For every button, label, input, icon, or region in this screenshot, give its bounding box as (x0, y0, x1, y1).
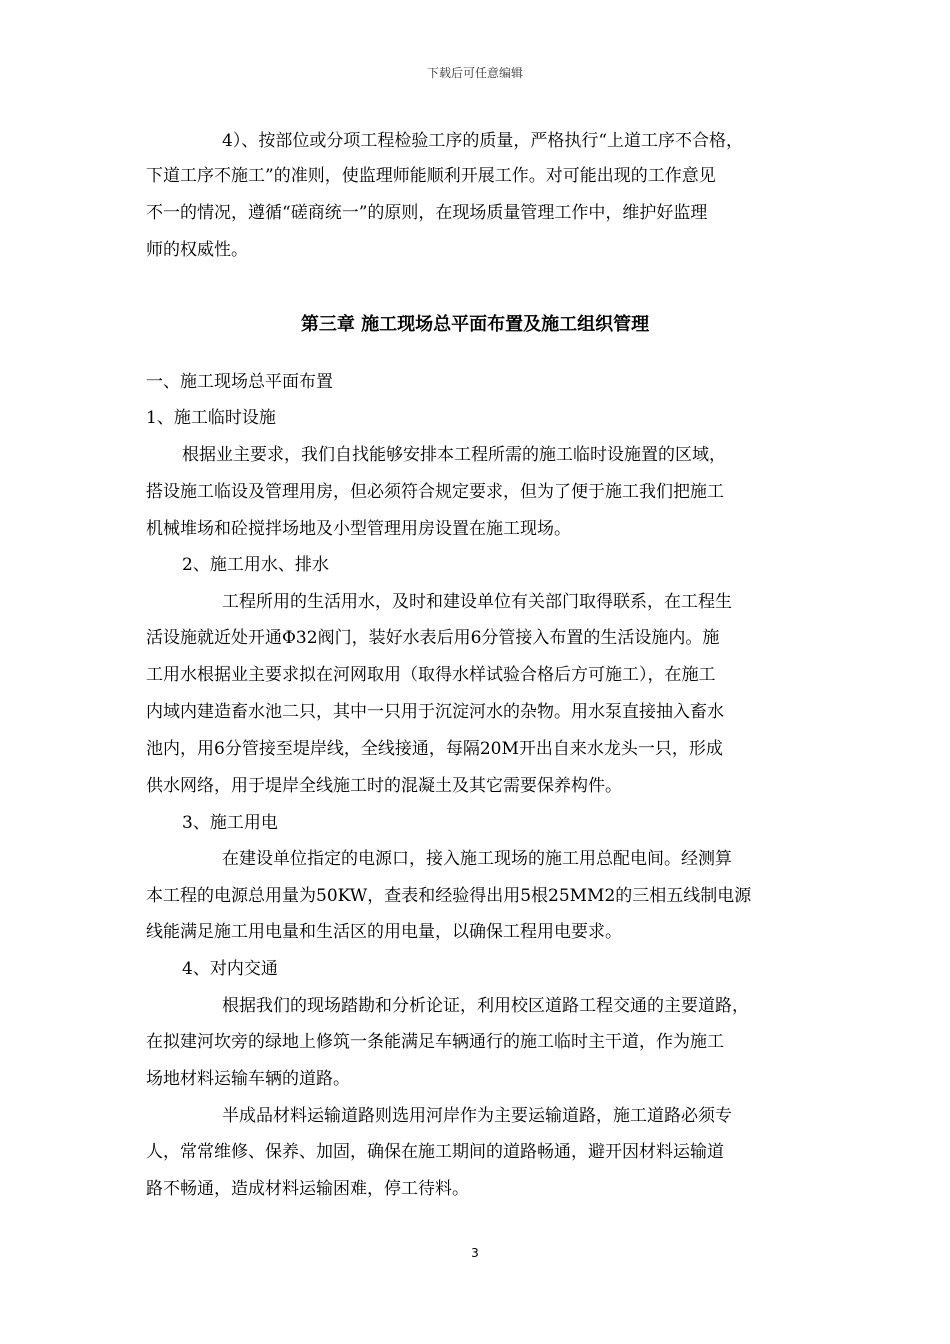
paragraph-line: 半成品材料运输道路则选用河岸作为主要运输道路，施工道路必须专 (222, 1106, 732, 1126)
paragraph-line: 工用水根据业主要求拟在河网取用（取得水样试验合格后方可施工），在施工 (146, 665, 716, 685)
paragraph-line: 路不畅通，造成材料运输困难，停工待料。 (146, 1179, 469, 1199)
paragraph-line: 场地材料运输车辆的道路。 (146, 1069, 350, 1089)
paragraph-line: 线能满足施工用电量和生活区的用电量，以确保工程用电要求。 (146, 922, 622, 942)
page-number: 3 (471, 1246, 479, 1260)
paragraph-line: 在拟建河坎旁的绿地上修筑一条能满足车辆通行的施工临时主干道，作为施工 (146, 1032, 724, 1052)
paragraph-line: 4）、按部位或分项工程检验工序的质量，严格执行“上道工序不合格， (222, 131, 744, 151)
paragraph-line: 供水网络，用于堤岸全线施工时的混凝土及其它需要保养构件。 (146, 776, 622, 796)
paragraph-line: 机械堆场和砼搅拌场地及小型管理用房设置在施工现场。 (146, 519, 571, 539)
subsection-heading: 4、对内交通 (182, 959, 278, 979)
subsection-heading: 3、施工用电 (182, 813, 278, 833)
paragraph-line: 本工程的电源总用量为50KW，查表和经验得出用5根25MM2的三相五线制电源 (146, 886, 752, 906)
paragraph-line: 池内，用6分管接至堤岸线，全线接通，每隔20M开出自来水龙头一只，形成 (146, 739, 723, 759)
paragraph-line: 搭设施工临设及管理用房，但必须符合规定要求，但为了便于施工我们把施工 (146, 482, 724, 502)
paragraph-line: 人，常常维修、保养、加固，确保在施工期间的道路畅通，避开因材料运输道 (146, 1142, 724, 1162)
chapter-title: 第三章 施工现场总平面布置及施工组织管理 (300, 314, 650, 335)
paragraph-line: 根据业主要求，我们自找能够安排本工程所需的施工临时设施置的区域， (182, 445, 726, 465)
subsection-heading: 2、施工用水、排水 (182, 555, 329, 575)
section-heading: 一、施工现场总平面布置 (146, 372, 333, 392)
subsection-heading: 1、施工临时设施 (146, 408, 276, 428)
paragraph-line: 活设施就近处开通Φ32阀门，装好水表后用6分管接入布置的生活设施内。施 (146, 628, 720, 648)
paragraph-line: 不一的情况，遵循“磋商统一”的原则，在现场质量管理工作中，维护好监理 (146, 203, 708, 223)
paragraph-line: 下道工序不施工”的准则，使监理师能顺利开展工作。对可能出现的工作意见 (146, 166, 716, 186)
page-header: 下载后可任意编辑 (426, 66, 523, 80)
paragraph-line: 师的权威性。 (146, 240, 248, 260)
paragraph-line: 根据我们的现场踏勘和分析论证，利用校区道路工程交通的主要道路， (222, 996, 749, 1016)
paragraph-line: 在建设单位指定的电源口，接入施工现场的施工用总配电间。经测算 (222, 849, 732, 869)
paragraph-line: 工程所用的生活用水，及时和建设单位有关部门取得联系，在工程生 (222, 592, 732, 612)
paragraph-line: 内域内建造畜水池二只，其中一只用于沉淀河水的杂物。用水泵直接抽入畜水 (146, 702, 724, 722)
